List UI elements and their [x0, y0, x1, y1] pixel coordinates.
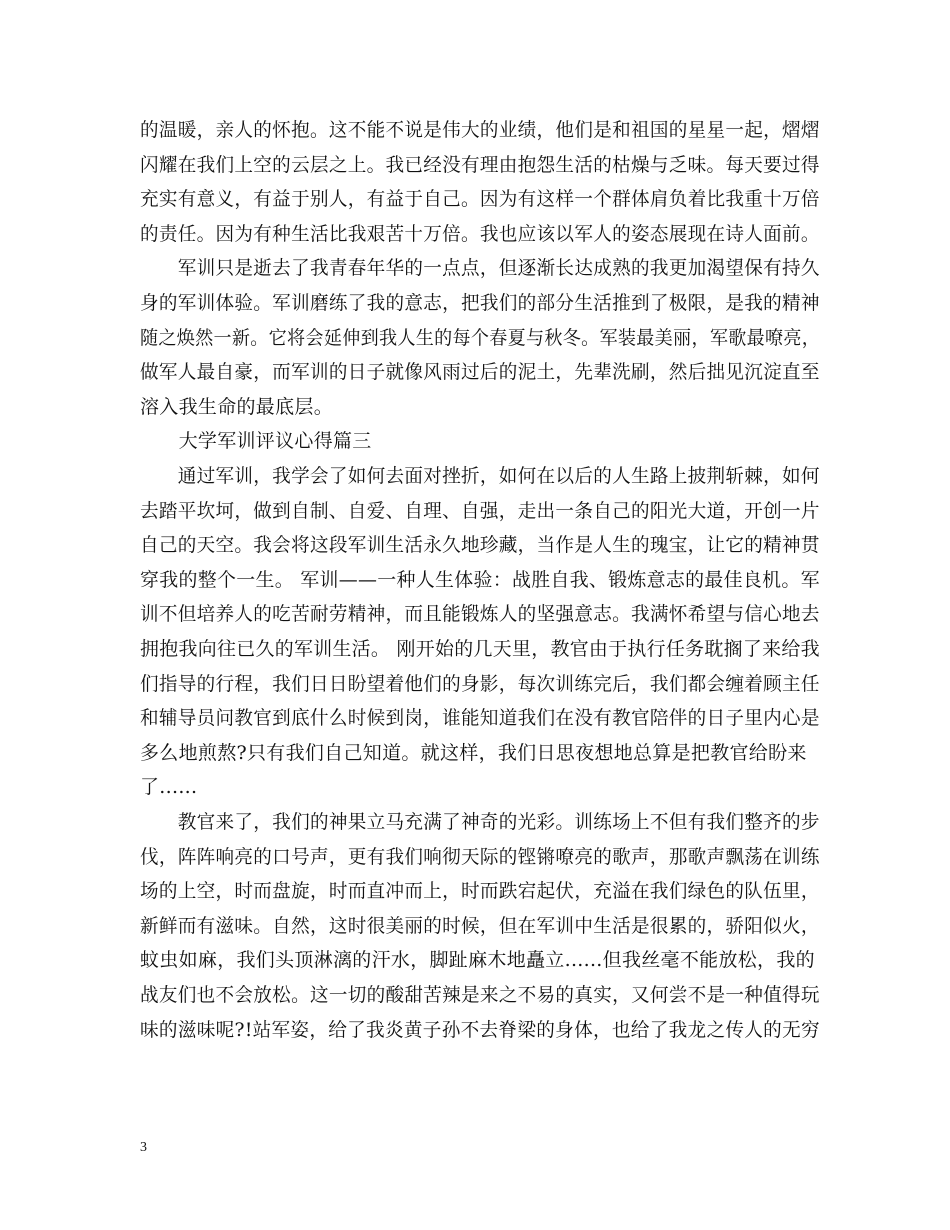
text-line: 通过军训，我学会了如何去面对挫折，如何在以后的人生路上披荆斩棘，如何: [140, 465, 820, 487]
text-line: 训不但培养人的吃苦耐劳精神，而且能锻炼人的坚强意志。我满怀希望与信心地去: [140, 603, 820, 625]
page-number: 3: [140, 1140, 147, 1155]
text-line: 教官来了，我们的神果立马充满了神奇的光彩。训练场上不但有我们整齐的步: [140, 811, 820, 833]
text-line: 多么地煎熬?只有我们自己知道。就这样，我们日思夜想地总算是把教官给盼来: [140, 742, 807, 764]
text-line: 充实有意义，有益于别人，有益于自己。因为有这样一个群体肩负着比我重十万倍: [140, 188, 820, 210]
text-line: 闪耀在我们上空的云层之上。我已经没有理由抱怨生活的枯燥与乏味。每天要过得: [140, 154, 820, 176]
text-line: 的责任。因为有种生活比我艰苦十万倍。我也应该以军人的姿态展现在诗人面前。: [140, 223, 820, 245]
text-line: 和辅导员问教官到底什么时候到岗，谁能知道我们在没有教官陪伴的日子里内心是: [140, 707, 820, 729]
text-line: 大学军训评议心得篇三: [140, 430, 372, 452]
text-line: 溶入我生命的最底层。: [140, 396, 334, 418]
text-line: 的温暖，亲人的怀抱。这不能不说是伟大的业绩，他们是和祖国的星星一起，熠熠: [140, 119, 820, 141]
text-line: 身的军训体验。军训磨练了我的意志，把我们的部分生活推到了极限，是我的精神: [140, 292, 820, 314]
text-line: 随之焕然一新。它将会延伸到我人生的每个春夏与秋冬。军装最美丽，军歌最嘹亮，: [140, 327, 821, 349]
text-line: 们指导的行程，我们日日盼望着他们的身影，每次训练完后，我们都会缠着顾主任: [140, 673, 820, 695]
text-line: 伐，阵阵响亮的口号声，更有我们响彻天际的铿锵嘹亮的歌声，那歌声飘荡在训练: [140, 846, 820, 868]
text-line: 蚊虫如麻，我们头顶淋漓的汗水，脚趾麻木地矗立......但我丝毫不能放松，我的: [140, 949, 815, 971]
text-line: 味的滋味呢?!站军姿，给了我炎黄子孙不去脊梁的身体，也给了我龙之传人的无穷: [140, 1019, 820, 1041]
text-line: 了......: [140, 776, 198, 798]
text-line: 战友们也不会放松。这一切的酸甜苦辣是来之不易的真实，又何尝不是一种值得玩: [140, 984, 820, 1006]
text-line: 军训只是逝去了我青春年华的一点点，但逐渐长达成熟的我更加渴望保有持久: [140, 257, 820, 279]
text-line: 场的上空，时而盘旋，时而直冲而上，时而跌宕起伏，充溢在我们绿色的队伍里，: [140, 880, 820, 902]
text-line: 拥抱我向往已久的军训生活。 刚开始的几天里，教官由于执行任务耽搁了来给我: [140, 638, 820, 660]
text-line: 自己的天空。我会将这段军训生活永久地珍藏，当作是人生的瑰宝，让它的精神贯: [140, 534, 820, 556]
text-line: 新鲜而有滋味。自然，这时很美丽的时候，但在军训中生活是很累的，骄阳似火，: [140, 915, 820, 937]
text-line: 去踏平坎坷，做到自制、自爱、自理、自强，走出一条自己的阳光大道，开创一片: [140, 500, 820, 522]
text-line: 穿我的整个一生。 军训——一种人生体验：战胜自我、锻炼意志的最佳良机。军: [140, 569, 820, 591]
text-line: 做军人最自豪，而军训的日子就像风雨过后的泥土，先辈洗刷，然后拙见沉淀直至: [140, 361, 820, 383]
